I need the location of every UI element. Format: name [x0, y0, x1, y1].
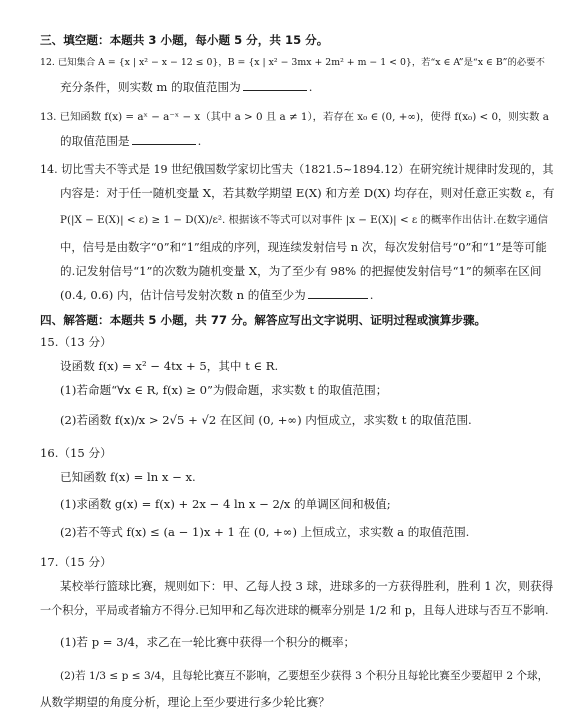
q14-line-6: (0.4, 0.6) 内，估计信号发射次数 n 的值至少为 .	[60, 288, 374, 302]
q14-line-4: 中，信号是由数字“0”和“1”组成的序列，现连续发射信号 n 次，每次发射信号“0”和“1”是等可能	[60, 240, 547, 254]
q13-line-2-text: 的取值范围是	[60, 134, 130, 148]
q17-line-1: 某校举行篮球比赛，规则如下：甲、乙每人投 3 球，进球多的一方获得胜利，胜利 1 次，则获得	[60, 579, 554, 593]
q15-line-1: 设函数 f(x) = x² − 4tx + 5，其中 t ∈ R.	[60, 359, 279, 373]
section-answer-title: 四、解答题：本题共 5 小题，共 77 分。解答应写出文字说明、证明过程或演算步骤。	[40, 313, 487, 327]
q16-line-3: (2)若不等式 f(x) ≤ (a − 1)x + 1 在 (0, +∞) 上恒成立，求实数 a 的取值范围.	[60, 525, 470, 539]
q12-answer-blank	[243, 89, 307, 91]
q16-line-2: (1)求函数 g(x) = f(x) + 2x − 4 ln x − 2/x 的单调区间和极值;	[60, 497, 391, 511]
q17-line-4: (2)若 1/3 ≤ p ≤ 3/4，且每轮比赛互不影响，乙要想至少获得 3 个积分且每轮比赛至少要超甲 2 个球，	[60, 670, 549, 682]
section-fill-in-title: 三、填空题：本题共 3 小题，每小题 5 分，共 15 分。	[40, 33, 329, 47]
q16-line-1: 已知函数 f(x) = ln x − x.	[60, 470, 196, 484]
q13-line-1: 13. 已知函数 f(x) = aˣ − a⁻ˣ − x（其中 a > 0 且 a ≠ 1），若存在 x₀ ∈ (0, +∞)，使得 f(x₀) < 0，则实数 a	[40, 111, 549, 123]
q17-line-3: (1)若 p = 3/4，求乙在一轮比赛中获得一个积分的概率；	[60, 635, 356, 649]
q15-line-3: (2)若函数 f(x)/x > 2√5 + √2 在区间 (0, +∞) 内恒成立，求实数 t 的取值范围.	[60, 413, 472, 427]
q12-line-2: 充分条件，则实数 m 的取值范围为 .	[60, 80, 313, 94]
q15-header: 15.（13 分）	[40, 335, 112, 349]
q17-line-2: 一个积分，平局或者输方不得分.已知甲和乙每次进球的概率分别是 1/2 和 p，且每人进球与否互不影响.	[40, 604, 549, 617]
q14-line-6-text: (0.4, 0.6) 内，估计信号发射次数 n 的值至少为	[60, 288, 306, 302]
q14-line-3: P(|X − E(X)| < ε) ≥ 1 − D(X)/ε². 根据该不等式可以对事件 |x − E(X)| < ε 的概率作出估计.在数字通信	[60, 214, 548, 226]
q16-header: 16.（15 分）	[40, 446, 112, 460]
q13-line-2: 的取值范围是 .	[60, 134, 202, 148]
q14-answer-blank	[308, 297, 368, 299]
q14-line-2: 内容是：对于任一随机变量 X，若其数学期望 E(X) 和方差 D(X) 均存在，则对任意正实数 ε，有	[60, 186, 555, 200]
q14-line-5: 的.记发射信号“1”的次数为随机变量 X，为了至少有 98% 的把握使发射信号“1”的频率在区间	[60, 264, 542, 278]
q13-answer-blank	[132, 143, 196, 145]
q12-line-2-text: 充分条件，则实数 m 的取值范围为	[60, 80, 241, 94]
q17-header: 17.（15 分）	[40, 555, 112, 569]
q12-line-1: 12. 已知集合 A = {x | x² − x − 12 ≤ 0}，B = {x | x² − 3mx + 2m² + m − 1 < 0}，若“x ∈ A”是“x ∈ B”的必要不	[40, 57, 545, 68]
q17-line-5: 从数学期望的角度分析，理论上至少要进行多少轮比赛？	[40, 695, 330, 709]
q14-line-1: 14. 切比雪夫不等式是 19 世纪俄国数学家切比雪夫（1821.5~1894.12）在研究统计规律时发现的，其	[40, 163, 554, 176]
q15-line-2: (1)若命题“∀x ∈ R, f(x) ≥ 0”为假命题，求实数 t 的取值范围；	[60, 383, 388, 397]
